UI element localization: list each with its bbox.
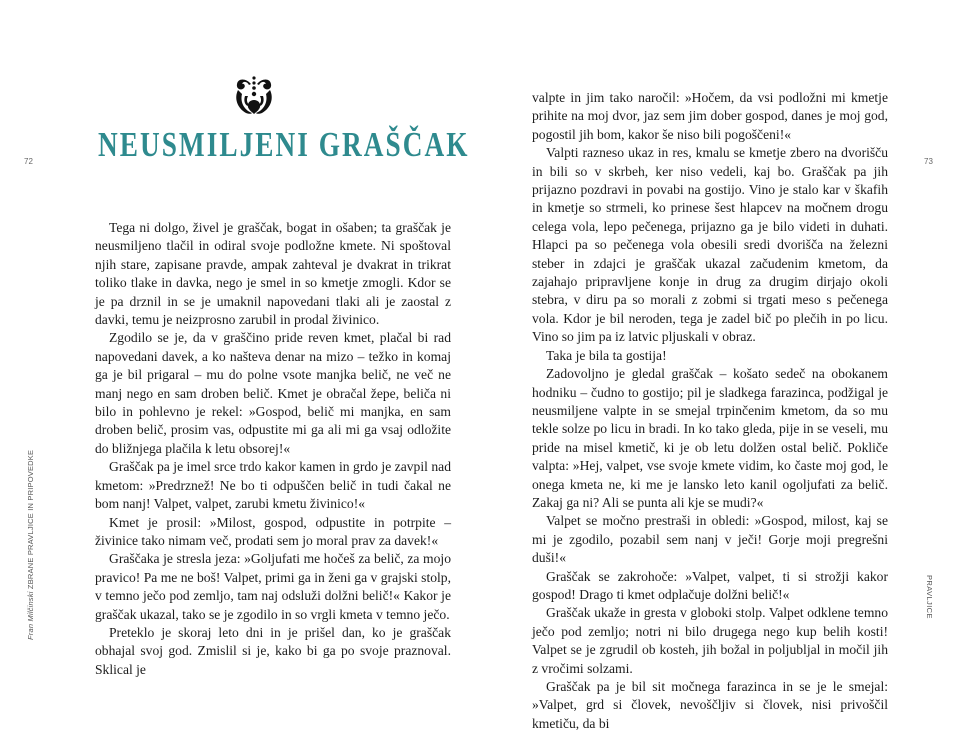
paragraph: Graščak pa je bil sit močnega farazinca in se je le smejal: »Valpet, grd si človek, nevoščljiv si človek, nisi privoščil kmetiču, da bi xyxy=(532,679,888,731)
footer-book-title: ZBRANE PRAVLJICE IN PRIPOVEDKE xyxy=(26,449,35,590)
paragraph: Zgodilo se je, da v graščino pride reven kmet, plačal bi rad napovedani davek, a ko našteva denar na mizo – težko in komaj ga je bil prigaral – mu do polne vsote manjka belič, ne več ne manj nego en sam droben belič. Kmet je obračal žepe, beliča ni bilo in pohlevno je rekel: »Gospod, belič mi manjka, en sam droben belič, prosim vas, odpustite mi ga ali mi ga vsaj odložite do bližnjega plačila k letu obsorej!« xyxy=(95,330,451,456)
paragraph: Taka je bila ta gostija! xyxy=(546,347,667,363)
right-page xyxy=(480,0,960,731)
floral-ornament-icon xyxy=(234,74,274,116)
paragraph: Zadovoljno je gledal graščak – košato sedeč na obokanem hodniku – čudno to gostijo; pil je sladkega farazinca, podžigal je neusmiljene valpte in se smejal trpinčenim kmetom, da so mu tekle solze po licu in bradi. In ko tako gleda, pije in se veseli, mu pride na misel kmetič, ki je ob letu dolžen ostal belič. Pokliče valpta: »Hej, valpet, vse svoje kmete vidim, ko časte moj god, le onega kmeta ne, ki me je lansko leto kanil ogoljufati za belič. Zakaj ga ni? Ali se punta ali kje se mudi?« xyxy=(532,366,888,510)
paragraph-continued: valpte in jim tako naročil: »Hočem, da vsi podložni mi kmetje prihite na moj dvor, jaz sem jim dober gospod, danes je moj god, pogostil jih bom, kakor še niso bili pogoščeni!« xyxy=(532,90,888,142)
paragraph: Graščak se zakrohoče: »Valpet, valpet, ti si strožji kakor gospod! Drago ti kmet odplačuje dolžni belič!« xyxy=(532,568,888,602)
paragraph: Valpet se močno prestraši in obledi: »Gospod, milost, kaj se mi je zgodilo, pozabil sem nanj v ječi! Gorje moji pregrešni duši!« xyxy=(532,513,888,566)
right-body-text xyxy=(532,89,888,733)
left-page xyxy=(0,0,480,683)
paragraph: Preteklo je skoraj leto dni in je prišel dan, ko je graščak obhajal svoj god. Zmislil si je, kako bi ga po svoje praznoval. Sklical je xyxy=(95,624,451,677)
footer-author: Fran Milčinski xyxy=(26,591,35,640)
paragraph: Kmet je prosil: »Milost, gospod, odpustite in potrpite – živinice tako nimam več, prodati sem jo moral prav za davek!« xyxy=(95,514,451,548)
paragraph: Graščak pa je imel srce trdo kakor kamen in grdo je zavpil nad kmetom: »Predrznež! Ne bo ti odpuščen belič in tudi čakal ne bom nanj! Valpet, valpet, zarubi kmetu živinico!« xyxy=(95,459,451,512)
paragraph: Tega ni dolgo, živel je graščak, bogat in ošaben; ta graščak je neusmiljeno tlačil in odiral svoje podložne kmete. Ni spoštoval njih stare, zapisane pravde, ampak zahteval je dvakrat in trikrat toliko tlake in davka, nego je smel in so kmetje zmogli. Kdor se je pa drznil in se je umaknil napovedani tlaki ali je zaostal z davki, temu je neizprosno zarubil in prodal živinico. xyxy=(95,220,451,328)
page-number-left: 72 xyxy=(24,157,33,166)
left-body-text xyxy=(95,219,451,679)
paragraph: Valpti razneso ukaz in res, kmalu se kmetje zbero na dvorišču in bili so v skrbeh, ker niso vedeli, kaj bo. Graščak pa jih prijazno pozdravi in povabi na gostijo. Vino je stalo kar v škafih in kmetje so strmeli, ko prinese šest hlapcev na močnem drogu celega vola, lepo pečenega, prijazno ga je bilo videti in duhati. Hlapci pa so pečenega vola obesili sredi dvorišča na železni steber in zdajci je graščak ukazal začudenim kmetom, da zajahajo pripravljene konje in drug za drugim dirjajo okoli stebra, v diru pa so morali z zobmi si trgati meso s pečenega vola. Kdor je bil neroden, tega je zadel bič po plečih in po licu. Vino so jim pa iz latvic pljuskali v obraz. xyxy=(532,145,888,345)
page-number-right: 73 xyxy=(924,157,933,166)
running-footer-left xyxy=(26,450,35,640)
running-footer-right: PRAVLJICE xyxy=(925,575,934,619)
chapter-title: NEUSMILJENI GRAŠČAK xyxy=(98,125,470,164)
paragraph: Graščak ukaže in gresta v globoki stolp. Valpet odklene temno ječo pod zemljo; notri ni bilo drugega nego kup belih kosti! Valpet se je zgrudil ob kosteh, jih božal in poljubljal in močil jih z vročimi solzami. xyxy=(532,605,888,676)
paragraph: Graščaka je stresla jeza: »Goljufati me hočeš za belič, za mojo pravico! Pa me ne boš! Valpet, primi ga in ženi ga v grajski stolp, v temno ječo pod zemljo, tam naj odsluži dolžni belič!« Kakor je graščak ukazal, tako se je zgodilo in so vrgli kmeta v temno ječo. xyxy=(95,551,451,622)
